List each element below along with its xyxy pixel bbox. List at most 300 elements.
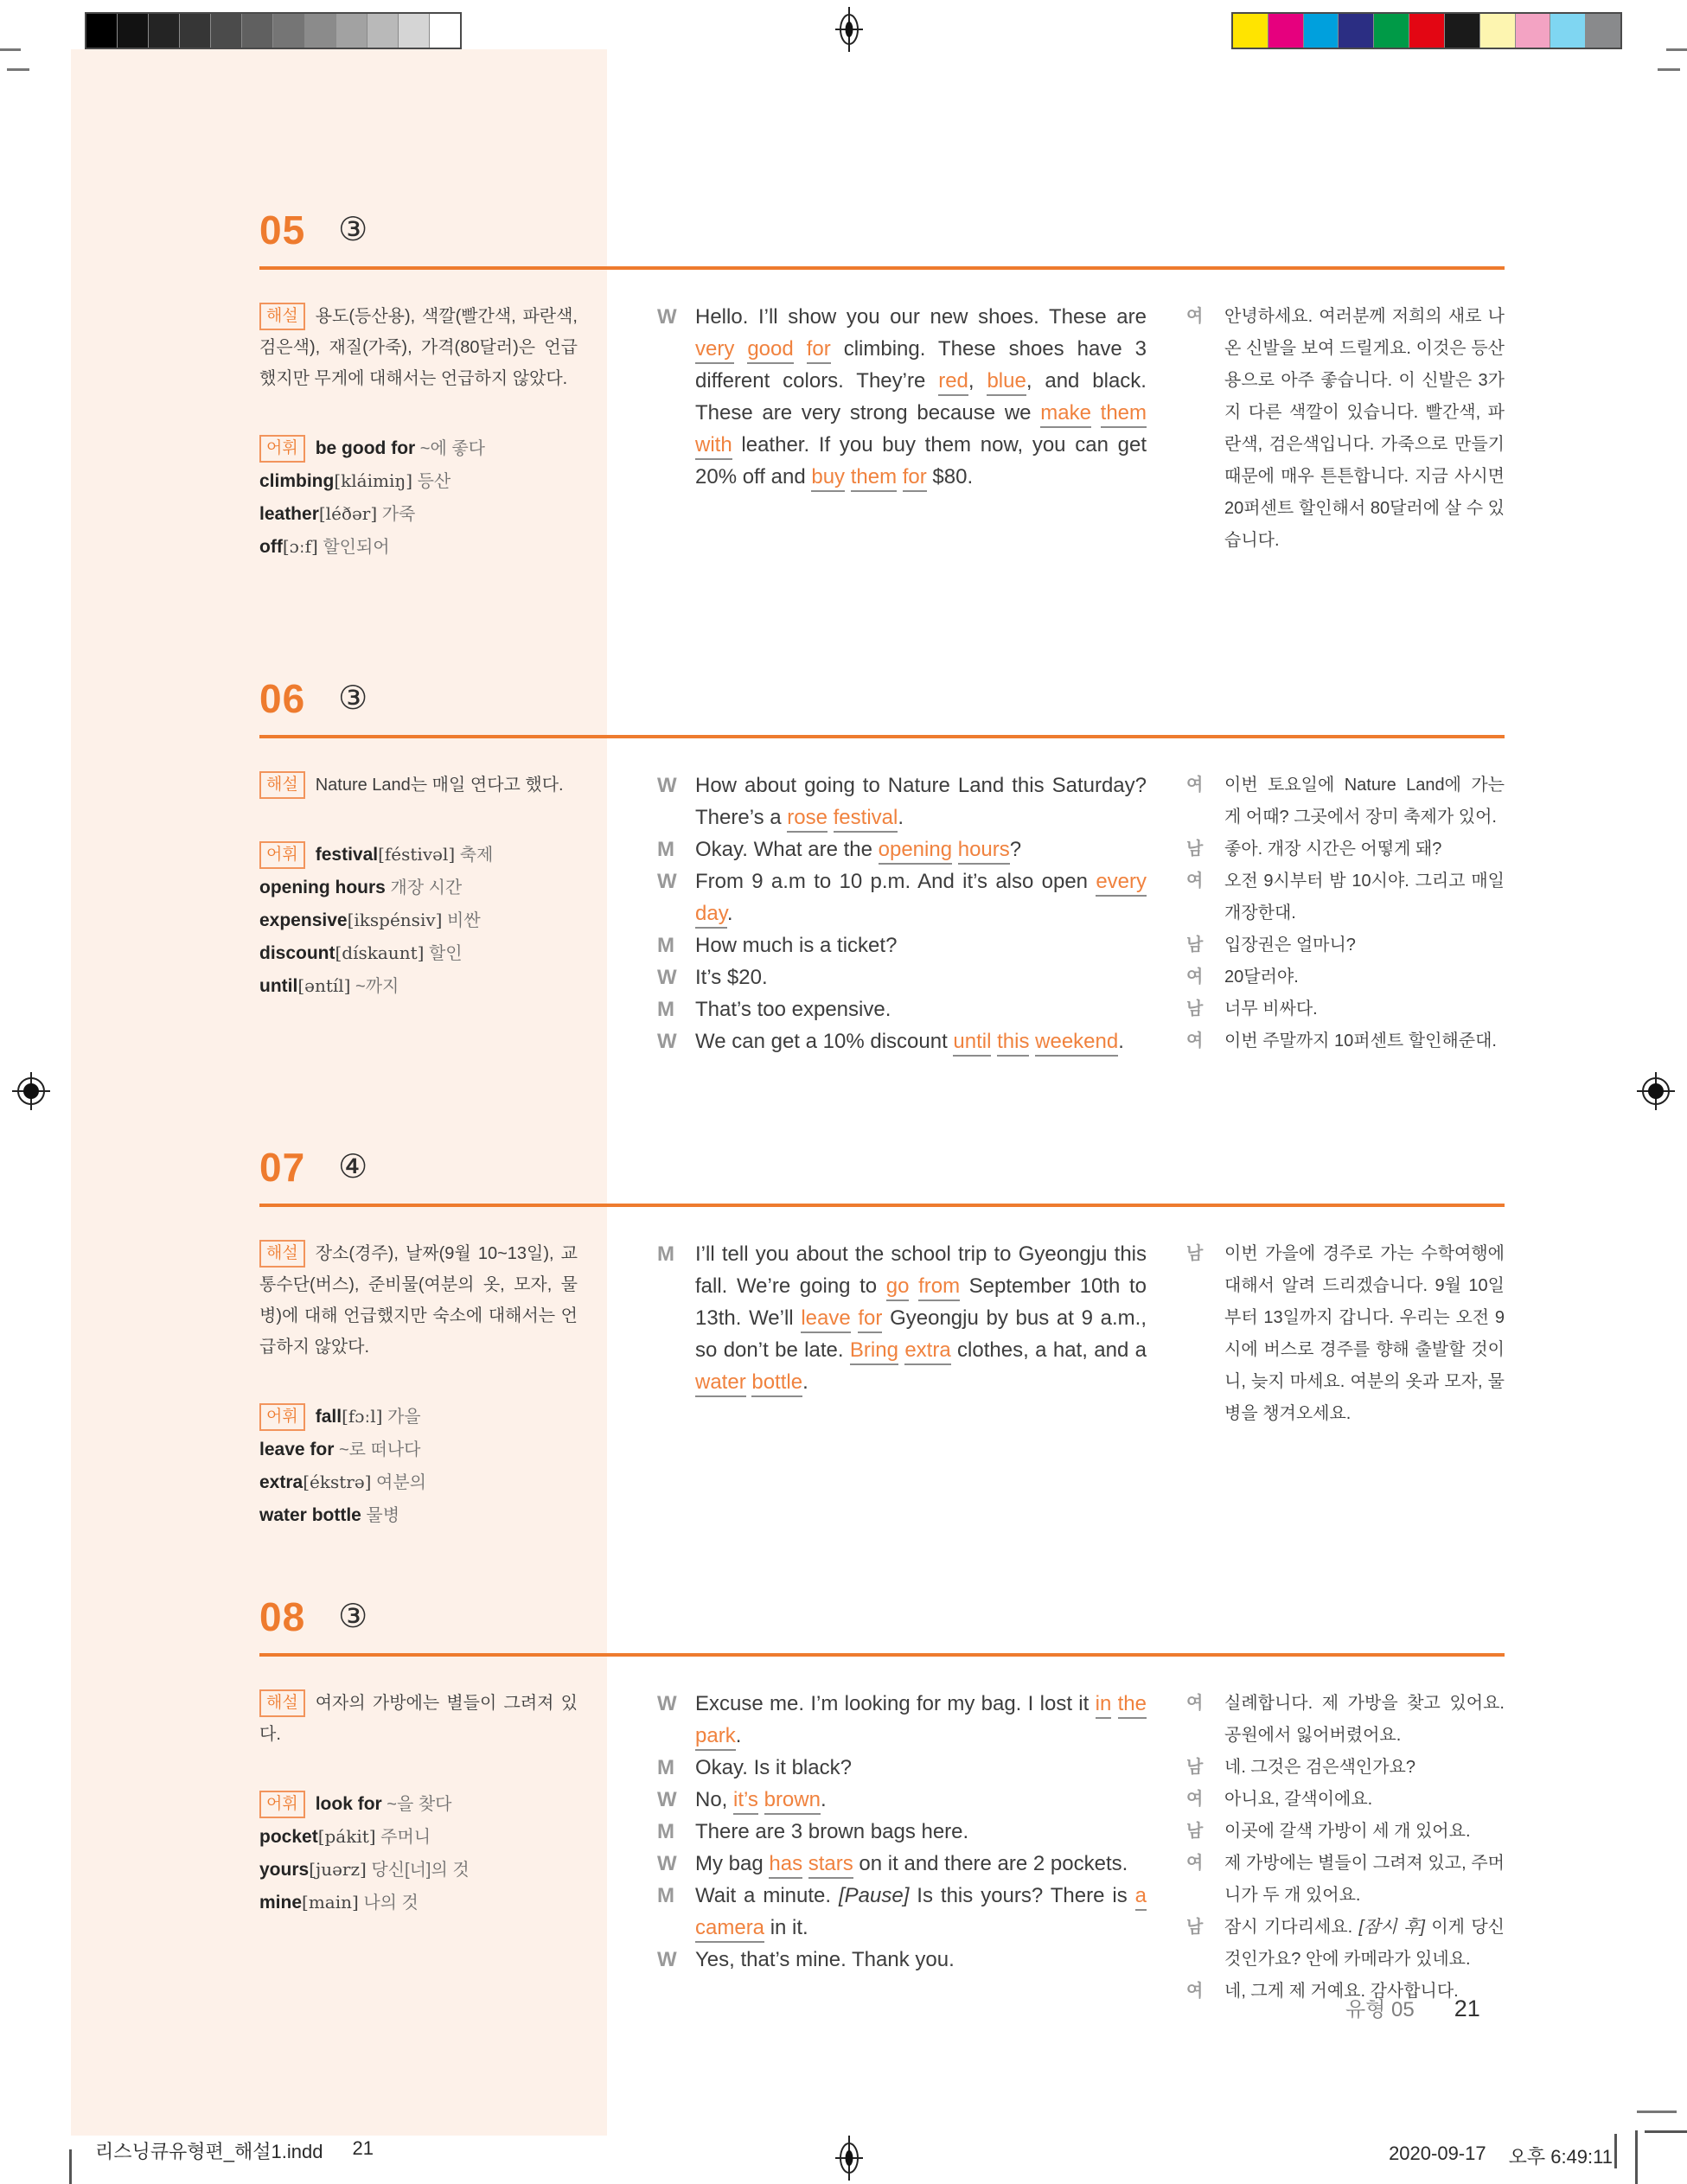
speaker-label: 여 — [1186, 967, 1204, 987]
vocab-term: festival — [315, 845, 379, 865]
highlighted-word: brown — [764, 1788, 821, 1815]
answer-section — [259, 676, 1505, 1057]
vocab-phonetic: [kláimiŋ] — [334, 470, 413, 491]
section-header — [259, 1145, 1505, 1190]
dialogue-text: Yes, that’s mine. Thank you. — [695, 1948, 955, 1971]
vocab-meaning: 가죽 — [381, 505, 416, 524]
highlighted-word: extra — [904, 1338, 950, 1365]
vocab-label: 어휘 — [259, 435, 305, 463]
translation-text: 너무 비싸다. — [1224, 999, 1318, 1019]
answer-choice: ③ — [338, 1599, 368, 1635]
translation-line — [1186, 301, 1505, 557]
vocab-term: pocket — [259, 1827, 318, 1847]
column-spacer — [1147, 770, 1186, 1057]
translation-line — [1186, 993, 1505, 1025]
translation-line — [1186, 1752, 1505, 1784]
crop-mark — [7, 68, 29, 71]
vocab-meaning: 비싼 — [447, 911, 481, 930]
highlighted-word: park — [695, 1724, 736, 1751]
speaker-label: 남 — [1186, 1244, 1204, 1263]
answer-choice: ④ — [338, 1149, 368, 1185]
color-swatch — [304, 14, 335, 48]
speaker-label: 남 — [1186, 1918, 1204, 1937]
highlighted-word: with — [695, 433, 732, 460]
explanation-label: 해설 — [259, 1689, 305, 1717]
explanation-column — [259, 770, 578, 1057]
vocab-line — [259, 1854, 578, 1887]
vocab-term: until — [259, 976, 298, 996]
translation-text: 20달러야. — [1224, 967, 1299, 987]
section-number: 07 — [259, 1145, 306, 1190]
answer-section — [259, 208, 1505, 564]
crop-mark — [1614, 2134, 1617, 2168]
vocab-meaning: ~을 찾다 — [387, 1795, 452, 1814]
vocab-label: 어휘 — [259, 1403, 305, 1431]
highlighted-word: festival — [834, 806, 898, 833]
section-rule — [259, 1653, 1505, 1657]
speaker-label: 남 — [1186, 999, 1204, 1019]
speaker-label: M — [657, 838, 674, 861]
speaker-label: 남 — [1186, 840, 1204, 859]
dialogue-text: There are 3 brown bags here. — [695, 1820, 969, 1843]
column-spacer — [1147, 1238, 1186, 1532]
explanation-column — [259, 1238, 578, 1532]
color-swatch — [1444, 14, 1479, 48]
speaker-label: W — [657, 774, 677, 797]
speaker-label: W — [657, 870, 677, 893]
vocab-phonetic: [ékstrə] — [303, 1472, 372, 1492]
color-swatch — [1479, 14, 1515, 48]
vocab-line — [259, 937, 578, 970]
answer-choice: ③ — [338, 680, 368, 717]
dialogue-text: How about going to Nature Land this Saturday? There’s a rose festival. — [695, 770, 1147, 833]
vocab-meaning: 가을 — [387, 1408, 421, 1427]
highlighted-word: day — [695, 902, 727, 929]
dialogue-column — [657, 1238, 1147, 1532]
translation-text: 잠시 기다리세요. [잠시 후] 이게 당신 것인가요? 안에 카메라가 있네요. — [1224, 1918, 1505, 1969]
dialogue-text: Hello. I’ll show you our new shoes. These are very good for climbing. These shoes have 3 different colors. They’re red, blue, and black. These are very strong because we make them with leather. If you buy them now, you can get 20% off and buy them for $80. — [695, 301, 1147, 493]
highlighted-word: Bring — [850, 1338, 898, 1365]
dialogue-line — [657, 301, 1147, 493]
column-spacer — [578, 301, 657, 564]
translation-text: 실례합니다. 제 가방을 찾고 있어요. 공원에서 잃어버렸어요. — [1224, 1694, 1505, 1745]
dialogue-text: Wait a minute. [Pause] Is this yours? There is a camera in it. — [695, 1880, 1147, 1944]
highlighted-word: from — [918, 1274, 960, 1301]
vocab-line — [259, 839, 578, 872]
vocab-block — [259, 1788, 578, 1919]
highlighted-word: opening — [879, 838, 952, 865]
speaker-label: W — [657, 1692, 677, 1715]
vocab-meaning: 할인되어 — [323, 538, 390, 557]
vocab-line — [259, 1887, 578, 1919]
print-file-name: 리스닝큐유형편_해설1.indd — [95, 2141, 323, 2162]
explanation-paragraph: 해설 여자의 가방에는 별들이 그려져 있다. — [259, 1688, 578, 1750]
answer-choice: ③ — [338, 212, 368, 248]
highlighted-word: bottle — [751, 1370, 802, 1397]
highlighted-word: for — [903, 465, 927, 492]
highlighted-word: this — [997, 1030, 1029, 1057]
vocab-meaning: 나의 것 — [363, 1893, 419, 1913]
highlighted-word: for — [807, 337, 831, 364]
dialogue-text: I’ll tell you about the school trip to Gyeongju this fall. We’re going to go from September 10th to 13th. We’ll leave for Gyeongju by bus at 9 a.m., so don’t be late. Bring extra clothes, a hat, and a water bottle. — [695, 1238, 1147, 1398]
vocab-line — [259, 904, 578, 937]
translation-column — [1186, 1238, 1505, 1532]
color-swatch — [398, 14, 429, 48]
vocab-line — [259, 432, 578, 465]
vocab-phonetic: [ikspénsiv] — [347, 910, 443, 930]
column-spacer — [578, 770, 657, 1057]
dialogue-line — [657, 1816, 1147, 1848]
speaker-label: W — [657, 966, 677, 989]
translation-line — [1186, 1025, 1505, 1057]
explanation-paragraph: 해설 용도(등산용), 색깔(빨간색, 파란색, 검은색), 재질(가죽), 가격(80달러)은 언급했지만 무게에 대해서는 언급하지 않았다. — [259, 301, 578, 394]
highlighted-word: stars — [808, 1852, 853, 1879]
section-rule — [259, 266, 1505, 270]
color-swatch — [1585, 14, 1620, 48]
highlighted-word: it’s — [733, 1788, 758, 1815]
speaker-label: 여 — [1186, 1790, 1204, 1809]
dialogue-text: Okay. Is it black? — [695, 1756, 852, 1779]
color-calibration-bar — [1231, 12, 1622, 49]
vocab-line — [259, 1434, 578, 1466]
vocab-term: off — [259, 537, 283, 557]
translation-text: 이곳에 갈색 가방이 세 개 있어요. — [1224, 1822, 1471, 1841]
translation-column — [1186, 301, 1505, 564]
translation-text: 제 가방에는 별들이 그려져 있고, 주머니가 두 개 있어요. — [1224, 1854, 1505, 1905]
section-header — [259, 1594, 1505, 1639]
speaker-label: W — [657, 1948, 677, 1971]
vocab-term: discount — [259, 943, 335, 963]
vocab-meaning: 축제 — [459, 846, 494, 865]
highlighted-word: has — [769, 1852, 802, 1879]
translation-text: 오전 9시부터 밤 10시야. 그리고 매일 개장한대. — [1224, 872, 1505, 923]
color-swatch — [179, 14, 210, 48]
column-spacer — [1147, 1688, 1186, 2008]
color-swatch — [210, 14, 241, 48]
color-swatch — [335, 14, 367, 48]
vocab-phonetic: [əntíl] — [297, 975, 351, 996]
highlighted-word: a — [1135, 1884, 1147, 1911]
vocab-meaning: 등산 — [417, 472, 451, 491]
speaker-label: 남 — [1186, 936, 1204, 955]
explanation-paragraph: 해설 장소(경주), 날짜(9월 10~13일), 교통수단(버스), 준비물(여분의 옷, 모자, 물병)에 대해 언급했지만 숙소에 대해서는 언급하지 않았다. — [259, 1238, 578, 1363]
vocab-term: look for — [315, 1794, 382, 1814]
dialogue-text: How much is a ticket? — [695, 934, 898, 957]
speaker-label: 여 — [1186, 1694, 1204, 1713]
section-rule — [259, 735, 1505, 738]
speaker-label: M — [657, 934, 674, 957]
color-swatch — [148, 14, 179, 48]
translation-line — [1186, 1238, 1505, 1430]
highlighted-word: water — [695, 1370, 746, 1397]
dialogue-line — [657, 1752, 1147, 1784]
vocab-line — [259, 531, 578, 564]
highlighted-word: until — [953, 1030, 991, 1057]
vocab-meaning: ~까지 — [355, 977, 399, 996]
translation-text: 입장권은 얼마니? — [1224, 936, 1356, 955]
color-swatch — [86, 14, 117, 48]
dialogue-text: Okay. What are the opening hours? — [695, 833, 1147, 865]
vocab-line — [259, 498, 578, 531]
speaker-label: M — [657, 1820, 674, 1843]
registration-target-right-icon — [1635, 1070, 1677, 1112]
vocab-phonetic: [main] — [302, 1892, 359, 1913]
color-swatch — [1338, 14, 1373, 48]
color-swatch — [367, 14, 398, 48]
print-date: 2020-09-17 — [1389, 2142, 1486, 2164]
print-footer-left — [95, 2137, 374, 2164]
registration-target-left-icon — [10, 1070, 52, 1112]
speaker-label: 남 — [1186, 1822, 1204, 1841]
dialogue-line — [657, 865, 1147, 929]
explanation-column — [259, 301, 578, 564]
color-swatch — [1303, 14, 1339, 48]
crop-mark — [1637, 2111, 1677, 2113]
crop-mark — [1635, 2130, 1638, 2184]
vocab-block — [259, 1401, 578, 1532]
vocab-label: 어휘 — [259, 1791, 305, 1818]
dialogue-text: That’s too expensive. — [695, 998, 891, 1021]
dialogue-line — [657, 1880, 1147, 1944]
translation-line — [1186, 1816, 1505, 1848]
highlighted-word: blue — [987, 369, 1026, 396]
dialogue-text: My bag has stars on it and there are 2 pockets. — [695, 1848, 1147, 1880]
speaker-label: 여 — [1186, 307, 1204, 326]
section-header — [259, 208, 1505, 252]
color-swatch — [1515, 14, 1550, 48]
vocab-term: leather — [259, 504, 319, 524]
vocab-meaning: ~에 좋다 — [419, 439, 485, 458]
vocab-term: opening hours — [259, 878, 386, 897]
highlighted-word: rose — [787, 806, 828, 833]
vocab-phonetic: [léðər] — [318, 503, 378, 524]
vocab-meaning: 여분의 — [376, 1473, 426, 1492]
crop-mark — [1658, 68, 1680, 71]
vocab-line — [259, 465, 578, 498]
registration-target-bottom-icon — [832, 2136, 866, 2181]
color-swatch — [1373, 14, 1409, 48]
color-swatch — [1550, 14, 1585, 48]
crop-mark — [1645, 2130, 1687, 2133]
crop-mark — [0, 48, 21, 51]
dialogue-line — [657, 1784, 1147, 1816]
highlighted-word: go — [886, 1274, 910, 1301]
translation-text: 이번 주말까지 10퍼센트 할인해준대. — [1224, 1031, 1497, 1050]
vocab-phonetic: [féstivəl] — [378, 844, 456, 865]
vocab-term: climbing — [259, 471, 335, 491]
translation-column — [1186, 1688, 1505, 2008]
column-spacer — [1147, 301, 1186, 564]
grayscale-calibration-bar — [85, 12, 462, 49]
print-footer-right — [1389, 2142, 1613, 2169]
vocab-phonetic: [pákit] — [317, 1826, 376, 1847]
color-swatch — [1409, 14, 1444, 48]
section-columns — [259, 770, 1505, 1057]
vocab-line — [259, 970, 578, 1003]
translation-column — [1186, 770, 1505, 1057]
highlighted-word: weekend — [1035, 1030, 1118, 1057]
dialogue-text: From 9 a.m to 10 p.m. And it’s also open every day. — [695, 865, 1147, 929]
vocab-block — [259, 432, 578, 564]
speaker-label: 여 — [1186, 1982, 1204, 2001]
explanation-label: 해설 — [259, 303, 305, 330]
vocab-term: be good for — [315, 438, 416, 458]
footer-section-label: 유형 05 — [1345, 1998, 1415, 2021]
footer-page-number: 21 — [1454, 1996, 1480, 2021]
dialogue-line — [657, 770, 1147, 833]
dialogue-line — [657, 961, 1147, 993]
highlighted-word: camera — [695, 1916, 764, 1943]
color-swatch — [1268, 14, 1303, 48]
highlighted-word: them — [1101, 401, 1147, 428]
column-spacer — [578, 1238, 657, 1532]
section-columns — [259, 301, 1505, 564]
color-swatch — [429, 14, 460, 48]
vocab-term: mine — [259, 1893, 303, 1913]
vocab-term: fall — [315, 1407, 342, 1427]
speaker-label: W — [657, 1030, 677, 1053]
translation-line — [1186, 929, 1505, 961]
speaker-label: M — [657, 1242, 674, 1266]
highlighted-word: very — [695, 337, 734, 364]
color-swatch — [272, 14, 304, 48]
translation-text: 네. 그것은 검은색인가요? — [1224, 1758, 1415, 1777]
translation-text: 이번 토요일에 Nature Land에 가는 게 어때? 그곳에서 장미 축제가 있어. — [1224, 776, 1505, 827]
dialogue-column — [657, 301, 1147, 564]
translation-line — [1186, 961, 1505, 993]
registration-target-top-icon — [832, 7, 866, 52]
section-columns — [259, 1238, 1505, 1532]
dialogue-column — [657, 770, 1147, 1057]
color-swatch — [241, 14, 272, 48]
vocab-meaning: 할인 — [428, 944, 463, 963]
dialogue-line — [657, 1025, 1147, 1057]
section-columns — [259, 1688, 1505, 2008]
vocab-block — [259, 839, 578, 1003]
section-number: 08 — [259, 1594, 306, 1639]
translation-text: 좋아. 개장 시간은 어떻게 돼? — [1224, 840, 1442, 859]
italic-note: [Pause] — [838, 1884, 910, 1907]
crop-mark — [1666, 48, 1687, 51]
vocab-term: expensive — [259, 910, 348, 930]
dialogue-text: It’s $20. — [695, 966, 768, 989]
answer-section — [259, 1145, 1505, 1532]
highlighted-word: in — [1096, 1692, 1112, 1719]
dialogue-line — [657, 1848, 1147, 1880]
vocab-meaning: ~로 떠나다 — [338, 1440, 421, 1459]
highlighted-word: the — [1118, 1692, 1147, 1719]
speaker-label: 여 — [1186, 1854, 1204, 1873]
vocab-label: 어휘 — [259, 841, 305, 869]
dialogue-line — [657, 993, 1147, 1025]
dialogue-text: No, it’s brown. — [695, 1784, 1147, 1816]
highlighted-word: buy — [811, 465, 845, 492]
speaker-label: 여 — [1186, 1031, 1204, 1050]
translation-text: 네, 그게 제 거예요. 감사합니다. — [1224, 1982, 1459, 2001]
translation-text: 안녕하세요. 여러분께 저희의 새로 나온 신발을 보여 드릴게요. 이것은 등산용으로 아주 좋습니다. 이 신발은 3가지 다른 색깔이 있습니다. 빨간색, 파란색, 검은색입니다. 가죽으로 만들기 때문에 매우 튼튼합니다. 지금 사시면 20퍼센트 할인해서 80달러에 살 수 있습니다. — [1224, 307, 1505, 550]
highlighted-word: hours — [958, 838, 1010, 865]
vocab-phonetic: [ɔːf] — [282, 536, 318, 557]
highlighted-word: for — [858, 1306, 882, 1333]
highlighted-word: good — [747, 337, 793, 364]
vocab-term: yours — [259, 1860, 310, 1880]
explanation-column — [259, 1688, 578, 2008]
vocab-line — [259, 872, 578, 904]
print-time: 오후 6:49:11 — [1508, 2146, 1613, 2168]
crop-mark — [69, 2149, 72, 2184]
vocab-term: extra — [259, 1472, 304, 1492]
highlighted-word: them — [851, 465, 897, 492]
page-footer — [1345, 1992, 1480, 2022]
translation-line — [1186, 1848, 1505, 1912]
speaker-label: W — [657, 305, 677, 329]
vocab-line — [259, 1401, 578, 1434]
speaker-label: 남 — [1186, 1758, 1204, 1777]
speaker-label: M — [657, 1884, 674, 1907]
color-swatch — [1233, 14, 1268, 48]
vocab-line — [259, 1821, 578, 1854]
speaker-label: 여 — [1186, 776, 1204, 795]
translation-text: 이번 가을에 경주로 가는 수학여행에 대해서 알려 드리겠습니다. 9월 10일부터 13일까지 갑니다. 우리는 오전 9시에 버스로 경주를 향해 출발할 것이니, 늦지 마세요. 여분의 옷과 모자, 물병을 챙겨오세요. — [1224, 1244, 1505, 1423]
translation-line — [1186, 770, 1505, 833]
vocab-line — [259, 1466, 578, 1499]
vocab-phonetic: [juərz] — [309, 1859, 367, 1880]
color-swatch — [117, 14, 148, 48]
dialogue-text: Excuse me. I’m looking for my bag. I lost it in the park. — [695, 1688, 1147, 1752]
vocab-meaning: 주머니 — [380, 1828, 431, 1847]
section-rule — [259, 1204, 1505, 1207]
dialogue-text: We can get a 10% discount until this weekend. — [695, 1025, 1147, 1057]
answer-section — [259, 1594, 1505, 2008]
explanation-paragraph: 해설 Nature Land는 매일 연다고 했다. — [259, 770, 578, 801]
dialogue-line — [657, 1688, 1147, 1752]
speaker-label: M — [657, 998, 674, 1021]
highlighted-word: make — [1040, 401, 1091, 428]
dialogue-line — [657, 1238, 1147, 1398]
highlighted-word: red — [938, 369, 968, 396]
explanation-label: 해설 — [259, 1240, 305, 1268]
dialogue-line — [657, 1944, 1147, 1976]
italic-note: [잠시 후] — [1358, 1918, 1425, 1937]
speaker-label: M — [657, 1756, 674, 1779]
translation-line — [1186, 833, 1505, 865]
translation-line — [1186, 1912, 1505, 1976]
translation-line — [1186, 1688, 1505, 1752]
dialogue-column — [657, 1688, 1147, 2008]
translation-line — [1186, 1784, 1505, 1816]
print-file-page: 21 — [352, 2137, 374, 2159]
section-header — [259, 676, 1505, 721]
vocab-meaning: 개장 시간 — [390, 878, 463, 897]
speaker-label: 여 — [1186, 872, 1204, 891]
vocab-phonetic: [dískaunt] — [335, 942, 425, 963]
vocab-line — [259, 1788, 578, 1821]
vocab-meaning: 물병 — [366, 1506, 400, 1525]
translation-text: 아니요, 갈색이에요. — [1224, 1790, 1373, 1809]
vocab-line — [259, 1499, 578, 1532]
highlighted-word: every — [1096, 870, 1147, 897]
speaker-label: W — [657, 1852, 677, 1875]
vocab-phonetic: [fɔːl] — [342, 1406, 383, 1427]
highlighted-word: leave — [801, 1306, 850, 1333]
vocab-term: water bottle — [259, 1505, 361, 1525]
vocab-meaning: 당신[너]의 것 — [371, 1861, 470, 1880]
dialogue-line — [657, 929, 1147, 961]
dialogue-line — [657, 833, 1147, 865]
explanation-label: 해설 — [259, 771, 305, 799]
speaker-label: W — [657, 1788, 677, 1811]
section-number: 06 — [259, 676, 306, 721]
